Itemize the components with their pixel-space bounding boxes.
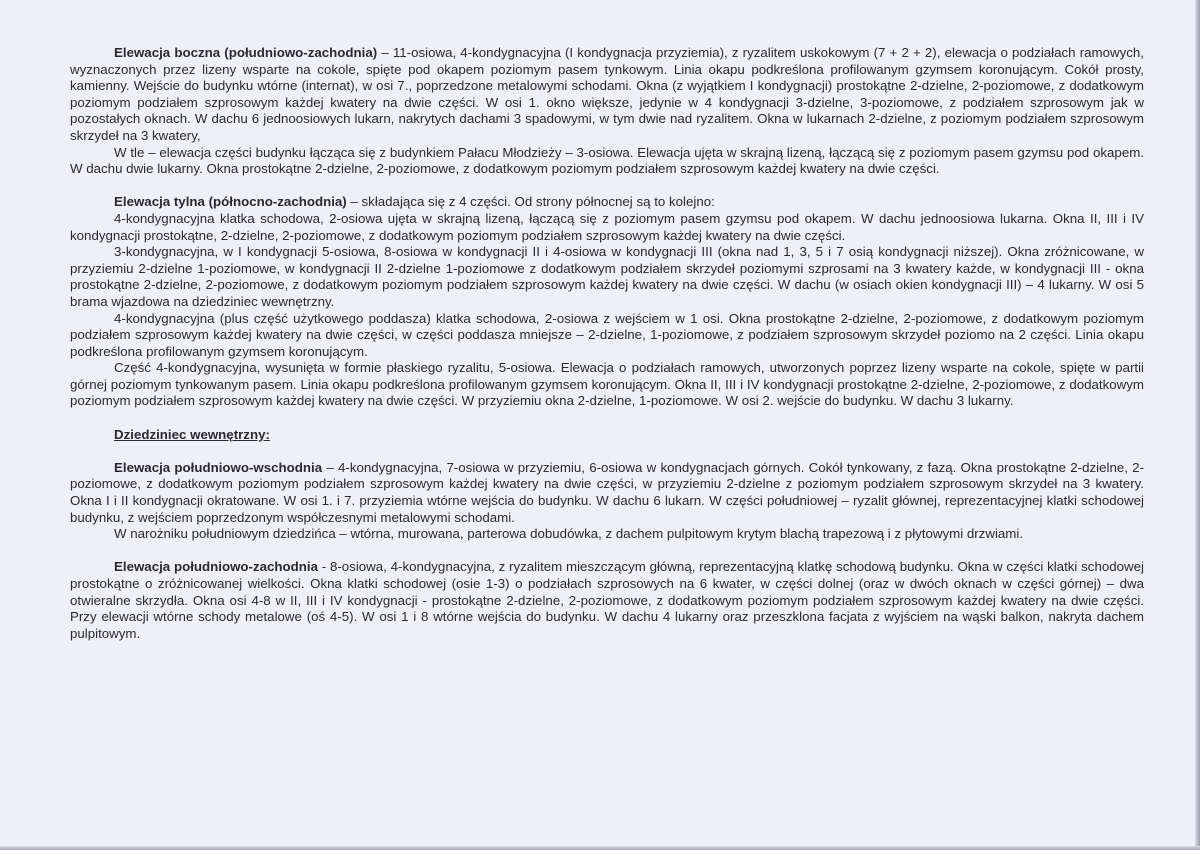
courtyard-heading: Dziedziniec wewnętrzny: bbox=[114, 426, 270, 442]
paragraph-courtyard-sw-elevation bbox=[70, 559, 1144, 642]
paragraph-courtyard-corner: W narożniku południowym dziedzińca – wtórna, murowana, parterowa dobudówka, z dachem pulpitowym krytym blachą trapezową i z płytowymi drzwiami. bbox=[114, 526, 1024, 542]
paragraph-background-building: W tle – elewacja części budynku łącząca się z budynkiem Pałacu Młodzieży – 3-osiowa. Elewacja ujęta w skrajną lizeną, łączącą się z poziomym pasem gzymsu pod okapem. W dachu dwie lukarny. Okna prostokątne 2-dzielne, 2-poziomowe, z dodatkowym poziomym podziałem szprosowym każdej kwatery na dwie części. bbox=[70, 144, 1144, 177]
paragraph-rear-part-4: Część 4-kondygnacyjna, wysunięta w formie płaskiego ryzalitu, 5-osiowa. Elewacja o podziałach ramowych, utworzonych poprzez lizeny wsparte na cokole, spięte w partii górnej poziomym tynkowanym pasem. Linia okapu podkreślona profilowanym gzymsem koronującym. Okna II, III i IV kondygnacji prostokątne 2-dzielne, 2-poziomowe, z dodatkowym poziomym podziałem szprosowym każdej kwatery na dwie części. W przyziemiu okna 2-dzielne, 1-poziomowe. W osi 2. wejście do budynku. W dachu 3 lukarny. bbox=[70, 360, 1144, 409]
paragraph-rear-part-3: 4-kondygnacyjna (plus część użytkowego poddasza) klatka schodowa, 2-osiowa z wejściem w 1 osi. Okna prostokątne 2-dzielne, 2-poziomowe, z dodatkowym poziomym podziałem szprosowym każdej kwatery na dwie części, w części poddasza mniejsze – 2-dzielne, 1-poziomowe, z podziałem szprosowym skrzydeł poziomo na 2 części. Linia okapu podkreślona profilowanym gzymsem koronującym. bbox=[70, 310, 1144, 359]
paragraph-text: - 8-osiowa, 4-kondygnacyjna, z ryzalitem mieszczącym główną, reprezentacyjną klatkę schodową budynku. Okna w części klatki schodowej prostokątne o zróżnicowanej wielkości. Okna klatki schodowej (osie 1-3) o podziałach szprosowych na 6 kwater, w części dolnej (oraz w dwóch oknach w części górnej) – dwa otwieralne skrzydła. Okna osi 4-8 w II, III i IV kondygnacji - prostokątne 2-dzielne, 2-poziomowe, z dodatkowym poziomym podziałem szprosowym każdej kwatery na dwie części. Przy elewacji wtórne schody metalowe (oś 4-5). W osi 1 i 8 wtórne wejścia do budynku. W dachu 4 lukarny oraz przeszklona facjata z wyjściem na wąski balkon, nakryta dachem pulpitowym. bbox=[70, 559, 1144, 641]
document-body bbox=[70, 45, 1144, 642]
paragraph-text: – 4-kondygnacyjna, 7-osiowa w przyziemiu, 6-osiowa w kondygnacjach górnych. Cokół tynkowany, z fazą. Okna prostokątne 2-dzielne, 2-poziomowe, z dodatkowym poziomym podziałem szprosowym każdej kwatery na dwie części, w przyziemiu 2-dzielne z poziomym podziałem szprosowym skrzydeł na 3 kwatery. Okna I i II kondygnacji okratowane. W osi 1. i 7. przyziemia wtórne wejścia do budynku. W dachu 6 lukarn. W części południowej – ryzalit głównej, reprezentacyjnej klatki schodowej budynku, z wejściem poprzedzonym współczesnymi metalowymi schodami. bbox=[70, 459, 1144, 525]
section-heading-courtyard bbox=[70, 427, 1144, 444]
paragraph-rear-part-2: 3-kondygnacyjna, w I kondygnacji 5-osiowa, 8-osiowa w kondygnacji II i 4-osiowa w kondygnacji III (okna nad 1, 3, 5 i 7 osią kondygnacji niższej). Okna zróżnicowane, w przyziemiu 2-dzielne 1-poziomowe, w kondygnacji II 2-dzielne 1-poziomowe z dodatkowym podziałem skrzydeł poziomymi szprosami na 3 kwatery każde, w kondygnacji III - okna prostokątne 2-dzielne, 2-poziomowe, z dodatkowym poziomym podziałem szprosowym każdej kwatery na dwie części. W dachu (w osiach okien kondygnacji III) – 4 lukarny. W osi 5 brama wjazdowa na dziedziniec wewnętrzny. bbox=[70, 244, 1144, 309]
paragraph-lead: Elewacja tylna (północno-zachodnia) bbox=[114, 194, 347, 210]
paragraph-text: – 11-osiowa, 4-kondygnacyjna (I kondygnacja przyziemia), z ryzalitem uskokowym (7 + 2 + 2), elewacja o podziałach ramowych, wyznaczonych przez lizeny wsparte na cokole, spięte pod okapem poziomym pasem tynkowym. Linia okapu podkreślona profilowanym gzymsem koronującym. Cokół prosty, kamienny. Wejście do budynku wtórne (internat), w osi 7., poprzedzone metalowymi schodami. Okna (z wyjątkiem I kondygnacji) prostokątne 2-dzielne, 2-poziomowe, z dodatkowym poziomym podziałem szprosowym każdej kwatery na dwie części. W osi 1. okno większe, jedynie w 4 kondygnacji 3-dzielne, 3-poziomowe, z podziałem szprosowym jak w pozostałych oknach. W dachu 6 jednoosiowych lukarn, nakrytych dachami 3 spadowymi, w tym dwie nad ryzalitem. Okna w lukarnach 2-dzielne, z poziomym podziałem szprosowym skrzydeł na 3 kwatery, bbox=[70, 45, 1144, 143]
scan-edge-bottom bbox=[0, 846, 1200, 850]
paragraph-text: – składająca się z 4 części. Od strony północnej są to kolejno: bbox=[346, 194, 715, 210]
scan-edge-right bbox=[1195, 0, 1200, 850]
paragraph-courtyard-se-elevation bbox=[70, 460, 1144, 526]
paragraph-lead: Elewacja boczna (południowo-zachodnia) bbox=[114, 45, 378, 60]
paragraph-rear-part-1: 4-kondygnacyjna klatka schodowa, 2-osiowa ujęta w skrajną lizeną, łączącą się z poziomym pasem gzymsu pod okapem. W dachu jednoosiowa lukarna. Okna II, III i IV kondygnacji prostokątne, 2-dzielne, 2-poziomowe, z dodatkowym poziomym podziałem szprosowym każdej kwatery na dwie części. bbox=[70, 210, 1144, 243]
paragraph-west-side-elevation bbox=[70, 45, 1144, 145]
paragraph-lead: Elewacja południowo-zachodnia bbox=[114, 559, 318, 575]
paragraph-rear-elevation bbox=[70, 194, 1144, 211]
paragraph-lead: Elewacja południowo-wschodnia bbox=[114, 459, 323, 475]
